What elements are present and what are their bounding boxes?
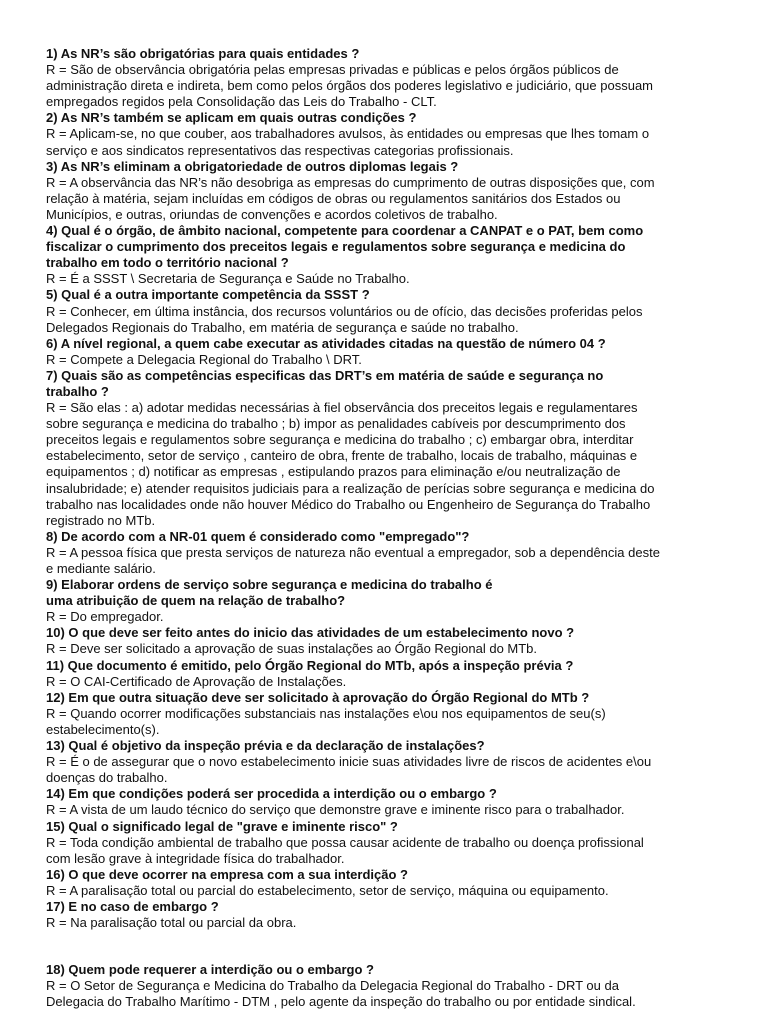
question-text: 5) Qual é a outra importante competência da SSST ? [46,287,370,303]
blank-gap [46,931,726,962]
question-text: 16) O que deve ocorrer na empresa com a sua interdição ? [46,866,408,882]
qa-item [46,962,726,1010]
qa-item [46,738,726,786]
qa-item [46,46,726,110]
question-text: 11) Que documento é emitido, pelo Órgão Regional do MTb, após a inspeção prévia ? [46,657,574,673]
document-body [46,46,726,1010]
answer-text: R = Deve ser solicitado a aprovação de suas instalações ao Órgão Regional do MTb. [46,641,538,657]
answer-text: R = A observância das NR’s não desobriga as empresas do cumprimento de outras disposições que, com relação à matéria, sejam incluídas em códigos de obras ou regulamentos sanitários dos Estados ou Municípios, e outras, oriundas de convenções e acordos coletivos de trabalho. [46,174,655,222]
question-text: 18) Quem pode requerer a interdição ou o embargo ? [46,962,374,978]
question-text: 17) E no caso de embargo ? [46,898,219,914]
qa-item [46,690,726,738]
question-text: 3) As NR’s eliminam a obrigatoriedade de outros diplomas legais ? [46,158,459,174]
answer-text: R = É o de assegurar que o novo estabelecimento inicie suas atividades livre de riscos de acidentes e\ou doenças do trabalho. [46,754,652,786]
answer-text: R = Do empregador. [46,609,164,625]
qa-item [46,867,726,899]
qa-item [46,223,726,287]
qa-item [46,819,726,867]
answer-text: R = Na paralisação total ou parcial da obra. [46,915,297,931]
answer-text: R = A pessoa física que presta serviços de natureza não eventual a empregador, sob a dependência deste e mediante salário. [46,544,660,576]
question-text: 2) As NR’s também se aplicam em quais outras condições ? [46,110,417,126]
qa-item [46,368,726,529]
answer-text: R = São elas : a) adotar medidas necessárias à fiel observância dos preceitos legais e regulamentares sobre segurança e medicina do trabalho ; b) impor as penalidades cabíveis por descumprimento dos preceitos legais e regulamentos sobre segurança e medicina do trabalho ; c) embargar obra, interditar estabelecimento, setor de serviço , canteiro de obra, frente de trabalho, locais de trabalho, máquinas e equipamentos ; d) notificar as empresas , estipulando prazos para eliminação e/ou neutralização de insalubridade; e) atender requisitos judiciais para a realização de perícias sobre segurança e medicina do trabalho nas localidades onde não houver Médico do Trabalho ou Engenheiro de Segurança do Trabalho registrado no MTb. [46,400,655,528]
qa-item [46,899,726,931]
qa-item [46,577,726,625]
question-text: 4) Qual é o órgão, de âmbito nacional, competente para coordenar a CANPAT e o PAT, bem como fiscalizar o cumprimento dos preceitos legais e regulamentos sobre segurança e medicina do trabalho em todo o território nacional ? [46,223,644,271]
question-text: 7) Quais são as competências especificas das DRT’s em matéria de saúde e segurança no trabalho ? [46,367,604,399]
qa-item [46,336,726,368]
answer-text: R = Aplicam-se, no que couber, aos trabalhadores avulsos, às entidades ou empresas que lhes tomam o serviço e aos sindicatos representativos das respectivas categorias profissionais. [46,126,650,158]
qa-item [46,786,726,818]
question-text: 8) De acordo com a NR-01 quem é considerado como "empregado"? [46,528,470,544]
question-text: 14) Em que condições poderá ser procedida a interdição ou o embargo ? [46,786,497,802]
qa-item [46,287,726,335]
question-text: 13) Qual é objetivo da inspeção prévia e da declaração de instalações? [46,738,485,754]
qa-item [46,658,726,690]
question-text: 9) Elaborar ordens de serviço sobre segurança e medicina do trabalho é uma atribuição de quem na relação de trabalho? [46,577,493,609]
answer-text: R = O CAI-Certificado de Aprovação de Instalações. [46,673,347,689]
qa-item [46,529,726,577]
question-text: 15) Qual o significado legal de "grave e iminente risco" ? [46,818,398,834]
answer-text: R = Quando ocorrer modificações substanciais nas instalações e\ou nos equipamentos de seu(s) estabelecimento(s). [46,705,606,737]
qa-item [46,159,726,223]
answer-text: R = O Setor de Segurança e Medicina do Trabalho da Delegacia Regional do Trabalho - DRT ou da Delegacia do Trabalho Marítimo - DTM , pelo agente da inspeção do trabalho ou por entidade sindical. [46,978,636,1010]
question-text: 1) As NR’s são obrigatórias para quais entidades ? [46,46,360,61]
question-text: 10) O que deve ser feito antes do inicio das atividades de um estabelecimento novo ? [46,625,575,641]
qa-item [46,625,726,657]
answer-text: R = Conhecer, em última instância, dos recursos voluntários ou de ofício, das decisões proferidas pelos Delegados Regionais do Trabalho, em matéria de segurança e saúde no trabalho. [46,303,643,335]
question-text: 6) A nível regional, a quem cabe executar as atividades citadas na questão de número 04 ? [46,335,606,351]
answer-text: R = Compete a Delegacia Regional do Trabalho \ DRT. [46,351,362,367]
answer-text: R = É a SSST \ Secretaria de Segurança e Saúde no Trabalho. [46,271,410,287]
qa-item [46,110,726,158]
answer-text: R = Toda condição ambiental de trabalho que possa causar acidente de trabalho ou doença profissional com lesão grave à integridade física do trabalhador. [46,834,644,866]
answer-text: R = A vista de um laudo técnico do serviço que demonstre grave e iminente risco para o trabalhador. [46,802,625,818]
answer-text: R = A paralisação total ou parcial do estabelecimento, setor de serviço, máquina ou equipamento. [46,882,609,898]
question-text: 12) Em que outra situação deve ser solicitado à aprovação do Órgão Regional do MTb ? [46,689,590,705]
answer-text: R = São de observância obrigatória pelas empresas privadas e públicas e pelos órgãos públicos de administração direta e indireta, bem como pelos órgãos dos poderes legislativo e judiciário, que possuam empregados regidos pela Consolidação das Leis do Trabalho - CLT. [46,62,654,110]
